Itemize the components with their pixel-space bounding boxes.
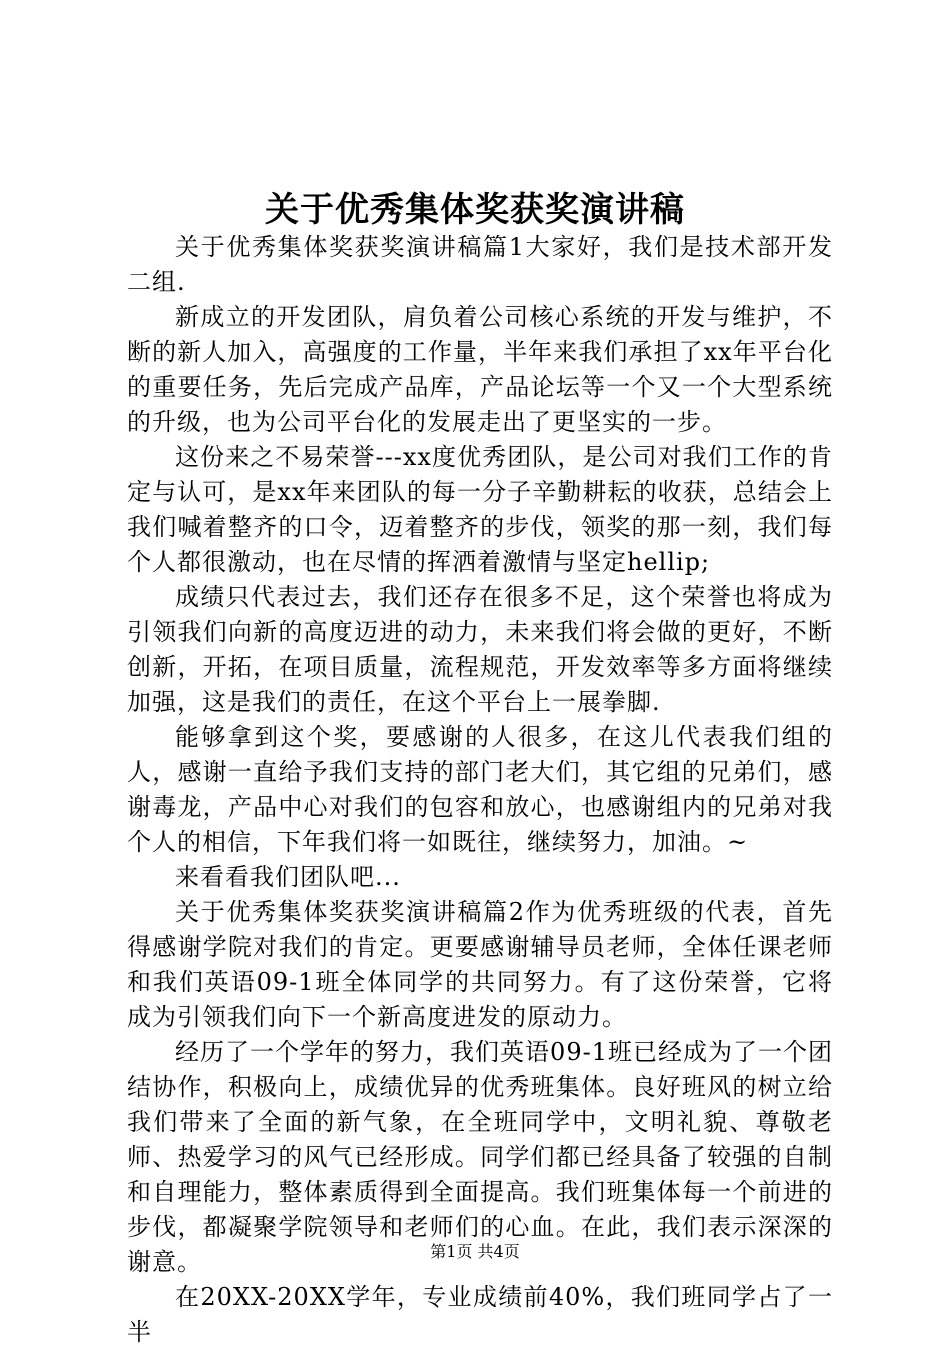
paragraph-4: 成绩只代表过去，我们还存在很多不足，这个荣誉也将成为引领我们向新的高度迈进的动力，未来我们将会做的更好，不断创新，开拓，在项目质量，流程规范，开发效率等多方面将继续加强，这是我们的责任，在这个平台上一展拳脚. [127,583,833,716]
paragraph-7: 关于优秀集体奖获奖演讲稿篇2作为优秀班级的代表，首先得感谢学院对我们的肯定。更要感谢辅导员老师，全体任课老师和我们英语09-1班全体同学的共同努力。有了这份荣誉，它将成为引领我们向下一个新高度进发的原动力。 [127,898,833,1031]
page-number-footer: 第1页 共4页 [430,1242,520,1261]
paragraph-9: 在20XX-20XX学年，专业成绩前40%，我们班同学占了一半 [127,1283,833,1346]
paragraph-1: 关于优秀集体奖获奖演讲稿篇1大家好，我们是技术部开发二组. [127,233,833,296]
paragraph-2: 新成立的开发团队，肩负着公司核心系统的开发与维护，不断的新人加入，高强度的工作量，半年来我们承担了xx年平台化的重要任务，先后完成产品库，产品论坛等一个又一个大型系统的升级，也为公司平台化的发展走出了更坚实的一步。 [127,303,833,436]
document-title: 关于优秀集体奖获奖演讲稿 [265,190,685,230]
paragraph-8: 经历了一个学年的努力，我们英语09-1班已经成为了一个团结协作，积极向上，成绩优异的优秀班集体。良好班风的树立给我们带来了全面的新气象，在全班同学中，文明礼貌、尊敬老师、热爱学习的风气已经形成。同学们都已经具备了较强的自制和自理能力，整体素质得到全面提高。我们班集体每一个前进的步伐，都凝聚学院领导和老师们的心血。在此，我们表示深深的谢意。 [127,1038,833,1276]
paragraph-5: 能够拿到这个奖，要感谢的人很多，在这儿代表我们组的人，感谢一直给予我们支持的部门老大们，其它组的兄弟们，感谢毒龙，产品中心对我们的包容和放心，也感谢组内的兄弟对我个人的相信，下年我们将一如既往，继续努力，加油。~ [127,723,833,856]
paragraph-6: 来看看我们团队吧... [175,863,401,891]
document-body [127,230,833,1350]
paragraph-3: 这份来之不易荣誉---xx度优秀团队，是公司对我们工作的肯定与认可，是xx年来团队的每一分子辛勤耕耘的收获，总结会上我们喊着整齐的口令，迈着整齐的步伐，领奖的那一刻，我们每个人都很激动，也在尽情的挥洒着激情与坚定hellip; [127,443,833,576]
